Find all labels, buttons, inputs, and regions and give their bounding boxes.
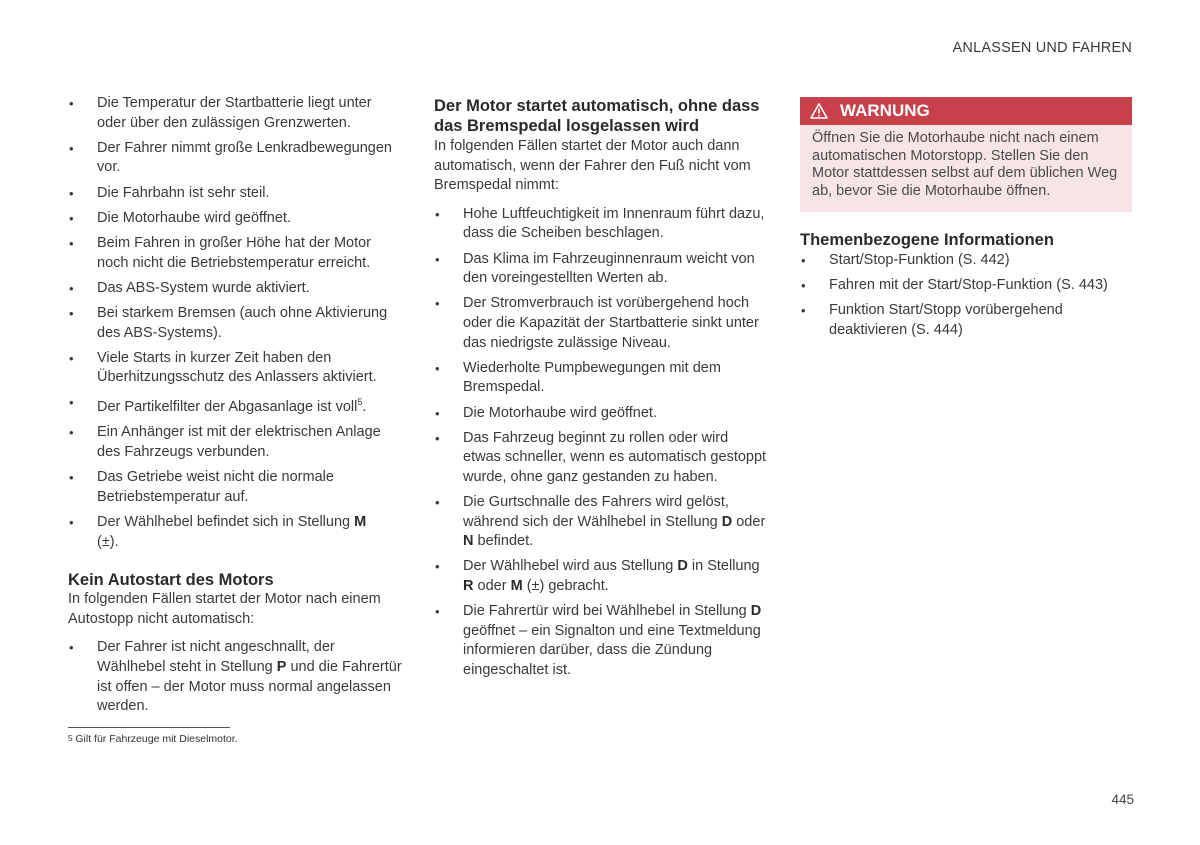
bullet-icon: • [435, 251, 440, 267]
bullet-icon: • [69, 305, 74, 321]
section-intro: In folgenden Fällen startet der Motor nach einem Autostopp nicht automatisch: [68, 591, 381, 627]
bullet-icon: • [69, 395, 74, 411]
bullet-icon: • [69, 210, 74, 226]
related-link[interactable]: • Funktion Start/Stopp vorübergehend deaktivieren (S. 444) [801, 302, 1063, 338]
bullet-icon: • [435, 430, 440, 446]
list-item: • Das Klima im Fahrzeuginnenraum weicht von den voreingestellten Werten ab. [435, 250, 755, 287]
related-link[interactable]: • Start/Stop-Funktion (S. 442) [800, 251, 1132, 271]
list-item: • Das Fahrzeug beginnt zu rollen oder wird etwas schneller, wenn es automatisch gestoppt wurde, ohne ganz gestanden zu haben. [435, 429, 767, 485]
bullet-icon: • [435, 296, 440, 312]
warning-box [800, 97, 1132, 212]
list-item: • Der Fahrer nimmt große Lenkradbewegungen vor. [69, 139, 392, 176]
list-item: • Das ABS-System wurde aktiviert. [68, 279, 402, 299]
list-item: • Der Stromverbrauch ist vorübergehend hoch oder die Kapazität der Startbatterie sinkt unter das niedrigste zulässige Niveau. [435, 295, 759, 351]
list-item: • Die Temperatur der Startbatterie liegt unter oder über den zulässigen Grenzwerten. [69, 95, 372, 131]
list-item: • Der Wählhebel wird aus Stellung D in Stellung R oder M (±) gebracht. [435, 558, 760, 595]
bullet-icon: • [69, 515, 74, 531]
column-right [800, 97, 1132, 346]
bullet-icon: • [801, 278, 806, 294]
footnote-marker: 5 [357, 397, 363, 408]
bullet-icon: • [69, 140, 74, 156]
list-item: • Die Motorhaube wird geöffnet. [434, 404, 768, 424]
bullet-icon: • [69, 470, 74, 486]
bullet-icon: • [801, 303, 806, 319]
warning-triangle-icon [810, 103, 828, 119]
list-item: • Der Fahrer ist nicht angeschnallt, der Wählhebel steht in Stellung P und die Fahrertür ist offen – der Motor muss normal angelassen werden. [69, 639, 402, 715]
related-link[interactable]: • Fahren mit der Start/Stop-Funktion (S. 443) [800, 276, 1132, 296]
bullet-icon: • [69, 425, 74, 441]
list-item: • Der Partikelfilter der Abgasanlage ist voll$^5$. [69, 395, 367, 416]
bullet-icon: • [435, 360, 440, 376]
bullet-icon: • [69, 96, 74, 111]
list-item: • Bei starkem Bremsen (auch ohne Aktivierung des ABS-Systems). [69, 304, 388, 341]
list-item: • Die Fahrertür wird bei Wählhebel in Stellung D geöffnet – ein Signalton und eine Textmeldung informieren darüber, dass die Zündung eingeschaltet ist. [435, 603, 762, 678]
warning-header [800, 97, 1132, 125]
column-middle [434, 96, 768, 686]
bullet-icon: • [435, 495, 440, 511]
list-item: • Das Getriebe weist nicht die normale Betriebstemperatur auf. [69, 469, 334, 505]
warning-text: Öffnen Sie die Motorhaube nicht nach einem automatischen Motorstopp. Stellen Sie den Motor stattdessen selbst auf dem üblichen Weg ab, bevor Sie die Motorhaube öffnen. [812, 130, 1118, 199]
list-item: • Die Gurtschnalle des Fahrers wird gelöst, während sich der Wählhebel in Stellung D oder N befindet. [435, 494, 766, 550]
footnote-divider [68, 727, 230, 728]
bullet-icon: • [435, 559, 440, 575]
list-item: • Beim Fahren in großer Höhe hat der Motor noch nicht die Betriebstemperatur erreicht. [69, 234, 372, 271]
section-heading-auto-start: Der Motor startet automatisch, ohne dass das Bremspedal losgelassen wird [434, 97, 760, 135]
section-heading-no-autostart: Kein Autostart des Motors [68, 571, 274, 590]
related-links-list [800, 251, 1132, 341]
bullet-icon: • [69, 280, 74, 296]
bullet-icon: • [435, 405, 440, 421]
list-item: • Viele Starts in kurzer Zeit haben den Überhitzungsschutz des Anlassers aktiviert. [69, 349, 377, 386]
list-item: • Hohe Luftfeuchtigkeit im Innenraum führt dazu, dass die Scheiben beschlagen. [435, 205, 765, 242]
bullet-icon: • [69, 350, 74, 366]
conditions-list [68, 94, 402, 552]
list-item: • Die Fahrbahn ist sehr steil. [68, 184, 402, 204]
bullet-icon: • [69, 185, 74, 201]
list-item: • Ein Anhänger ist mit der elektrischen Anlage des Fahrzeugs verbunden. [69, 424, 381, 461]
footnote: $^5$ Gilt für Fahrzeuge mit Dieselmotor. [68, 733, 238, 745]
bullet-icon: • [69, 640, 74, 656]
page-number: 445 [1111, 792, 1134, 807]
list-item: • Die Motorhaube wird geöffnet. [68, 209, 402, 229]
no-autostart-list [68, 638, 402, 716]
related-info-heading: Themenbezogene Informationen [800, 231, 1054, 249]
page-header: ANLASSEN UND FAHREN [952, 40, 1132, 56]
section-intro: In folgenden Fällen startet der Motor auch dann automatisch, wenn der Fahrer den Fuß nicht vom Bremspedal nimmt: [434, 138, 751, 194]
list-item: • Wiederholte Pumpbewegungen mit dem Bremspedal. [435, 359, 721, 396]
bullet-icon: • [801, 253, 806, 268]
bullet-icon: • [435, 604, 440, 620]
bullet-icon: • [69, 235, 74, 251]
column-left [68, 94, 402, 722]
warning-title: WARNUNG [840, 101, 930, 120]
bullet-icon: • [435, 206, 440, 222]
auto-start-list [434, 205, 768, 681]
list-item: • Der Wählhebel befindet sich in Stellung M (±). [69, 514, 367, 550]
